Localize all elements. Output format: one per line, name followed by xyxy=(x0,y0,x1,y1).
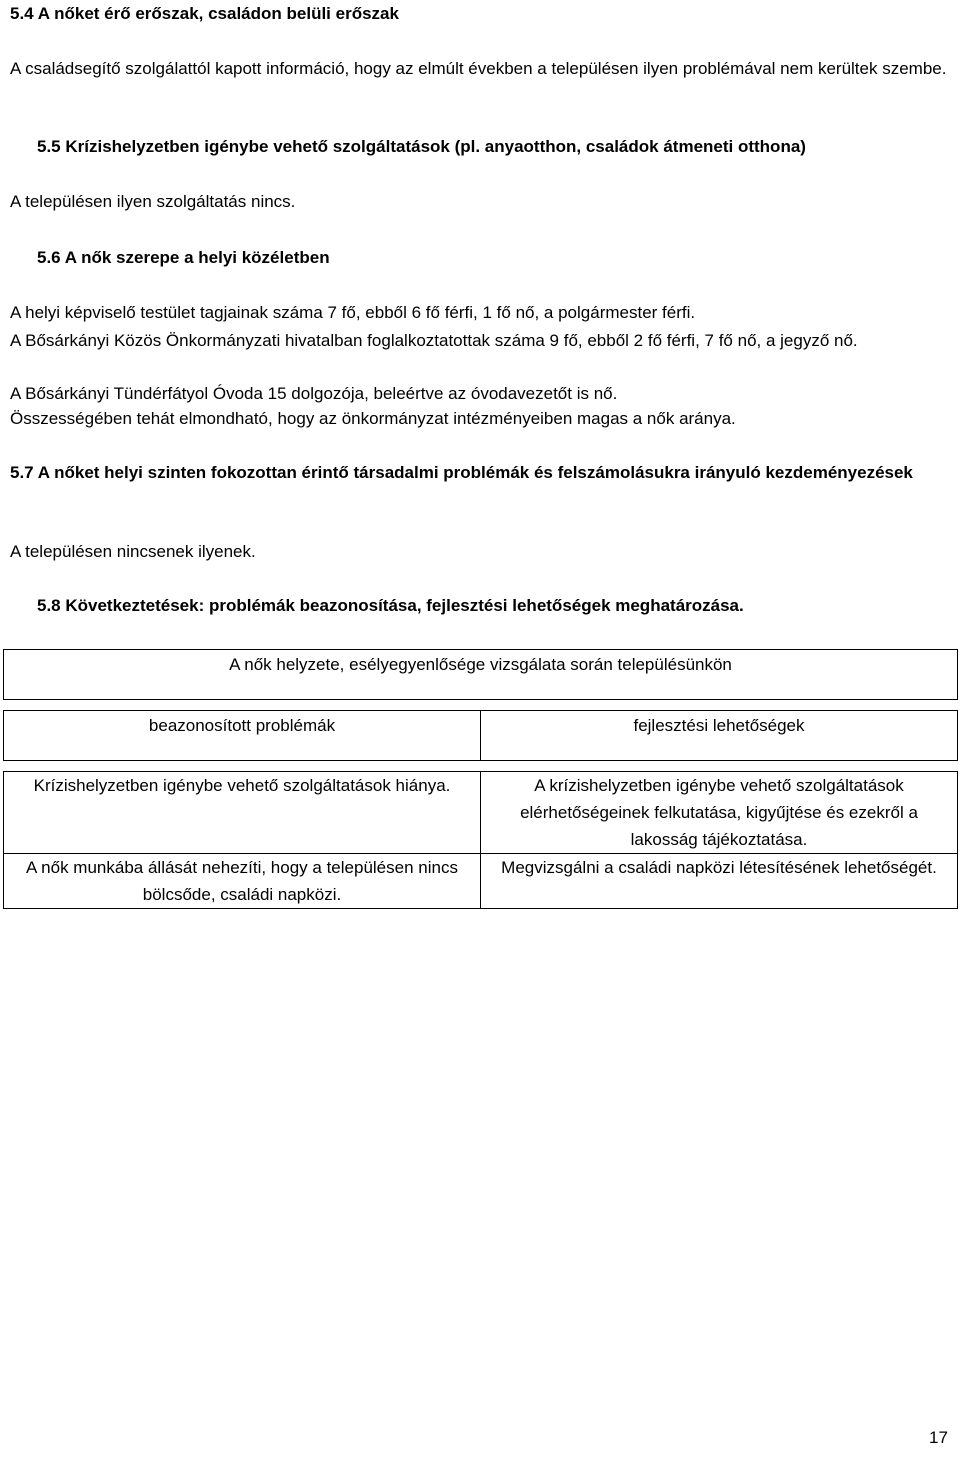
section-5-8-heading: 5.8 Következtetések: problémák beazonosítása, fejlesztési lehetőségek meghatározása. xyxy=(37,596,744,615)
section-5-5-heading: 5.5 Krízishelyzetben igénybe vehető szolgáltatások (pl. anyaotthon, családok átmeneti otthona) xyxy=(37,137,806,156)
section-5-5-text: A településen ilyen szolgáltatás nincs. xyxy=(10,192,296,211)
table-cell-problem: Krízishelyzetben igénybe vehető szolgáltatások hiánya. xyxy=(4,772,481,854)
conclusions-table xyxy=(3,649,958,909)
table-cell-problem: A nők munkába állását nehezíti, hogy a településen nincs bölcsőde, családi napközi. xyxy=(4,854,481,909)
section-5-6-heading: 5.6 A nők szerepe a helyi közéletben xyxy=(37,248,330,267)
section-5-6-para-4: Összességében tehát elmondható, hogy az önkormányzat intézményeiben magas a nők aránya. xyxy=(10,409,736,428)
section-5-4-text: A családsegítő szolgálattól kapott információ, hogy az elmúlt években a településen ilyen problémával nem kerültek szembe. xyxy=(10,59,947,78)
section-5-7-text: A településen nincsenek ilyenek. xyxy=(10,542,256,561)
section-5-6-para-2: A Bősárkányi Közös Önkormányzati hivatalban foglalkoztatottak száma 9 fő, ebből 2 fő férfi, 7 fő nő, a jegyző nő. xyxy=(10,331,858,350)
table-header-problems: beazonosított problémák xyxy=(4,711,481,761)
section-5-6-para-3: A Bősárkányi Tündérfátyol Óvoda 15 dolgozója, beleértve az óvodavezetőt is nő. xyxy=(10,384,618,403)
table-row xyxy=(4,772,958,854)
page-number: 17 xyxy=(929,1428,948,1447)
table-cell-opportunity: Megvizsgálni a családi napközi létesítésének lehetőségét. xyxy=(481,854,958,909)
table-header-opportunities: fejlesztési lehetőségek xyxy=(481,711,958,761)
table-title: A nők helyzete, esélyegyenlősége vizsgálata során településünkön xyxy=(4,650,958,700)
section-5-7-heading: 5.7 A nőket helyi szinten fokozottan érintő társadalmi problémák és felszámolásukra irányuló kezdeményezések xyxy=(10,463,913,482)
table-cell-opportunity: A krízishelyzetben igénybe vehető szolgáltatások elérhetőségeinek felkutatása, kigyűjtése és ezekről a lakosság tájékoztatása. xyxy=(481,772,958,854)
section-5-4-heading: 5.4 A nőket érő erőszak, családon belüli erőszak xyxy=(10,4,399,23)
section-5-6-para-1: A helyi képviselő testület tagjainak száma 7 fő, ebből 6 fő férfi, 1 fő nő, a polgármester férfi. xyxy=(10,303,696,322)
table-row xyxy=(4,854,958,909)
